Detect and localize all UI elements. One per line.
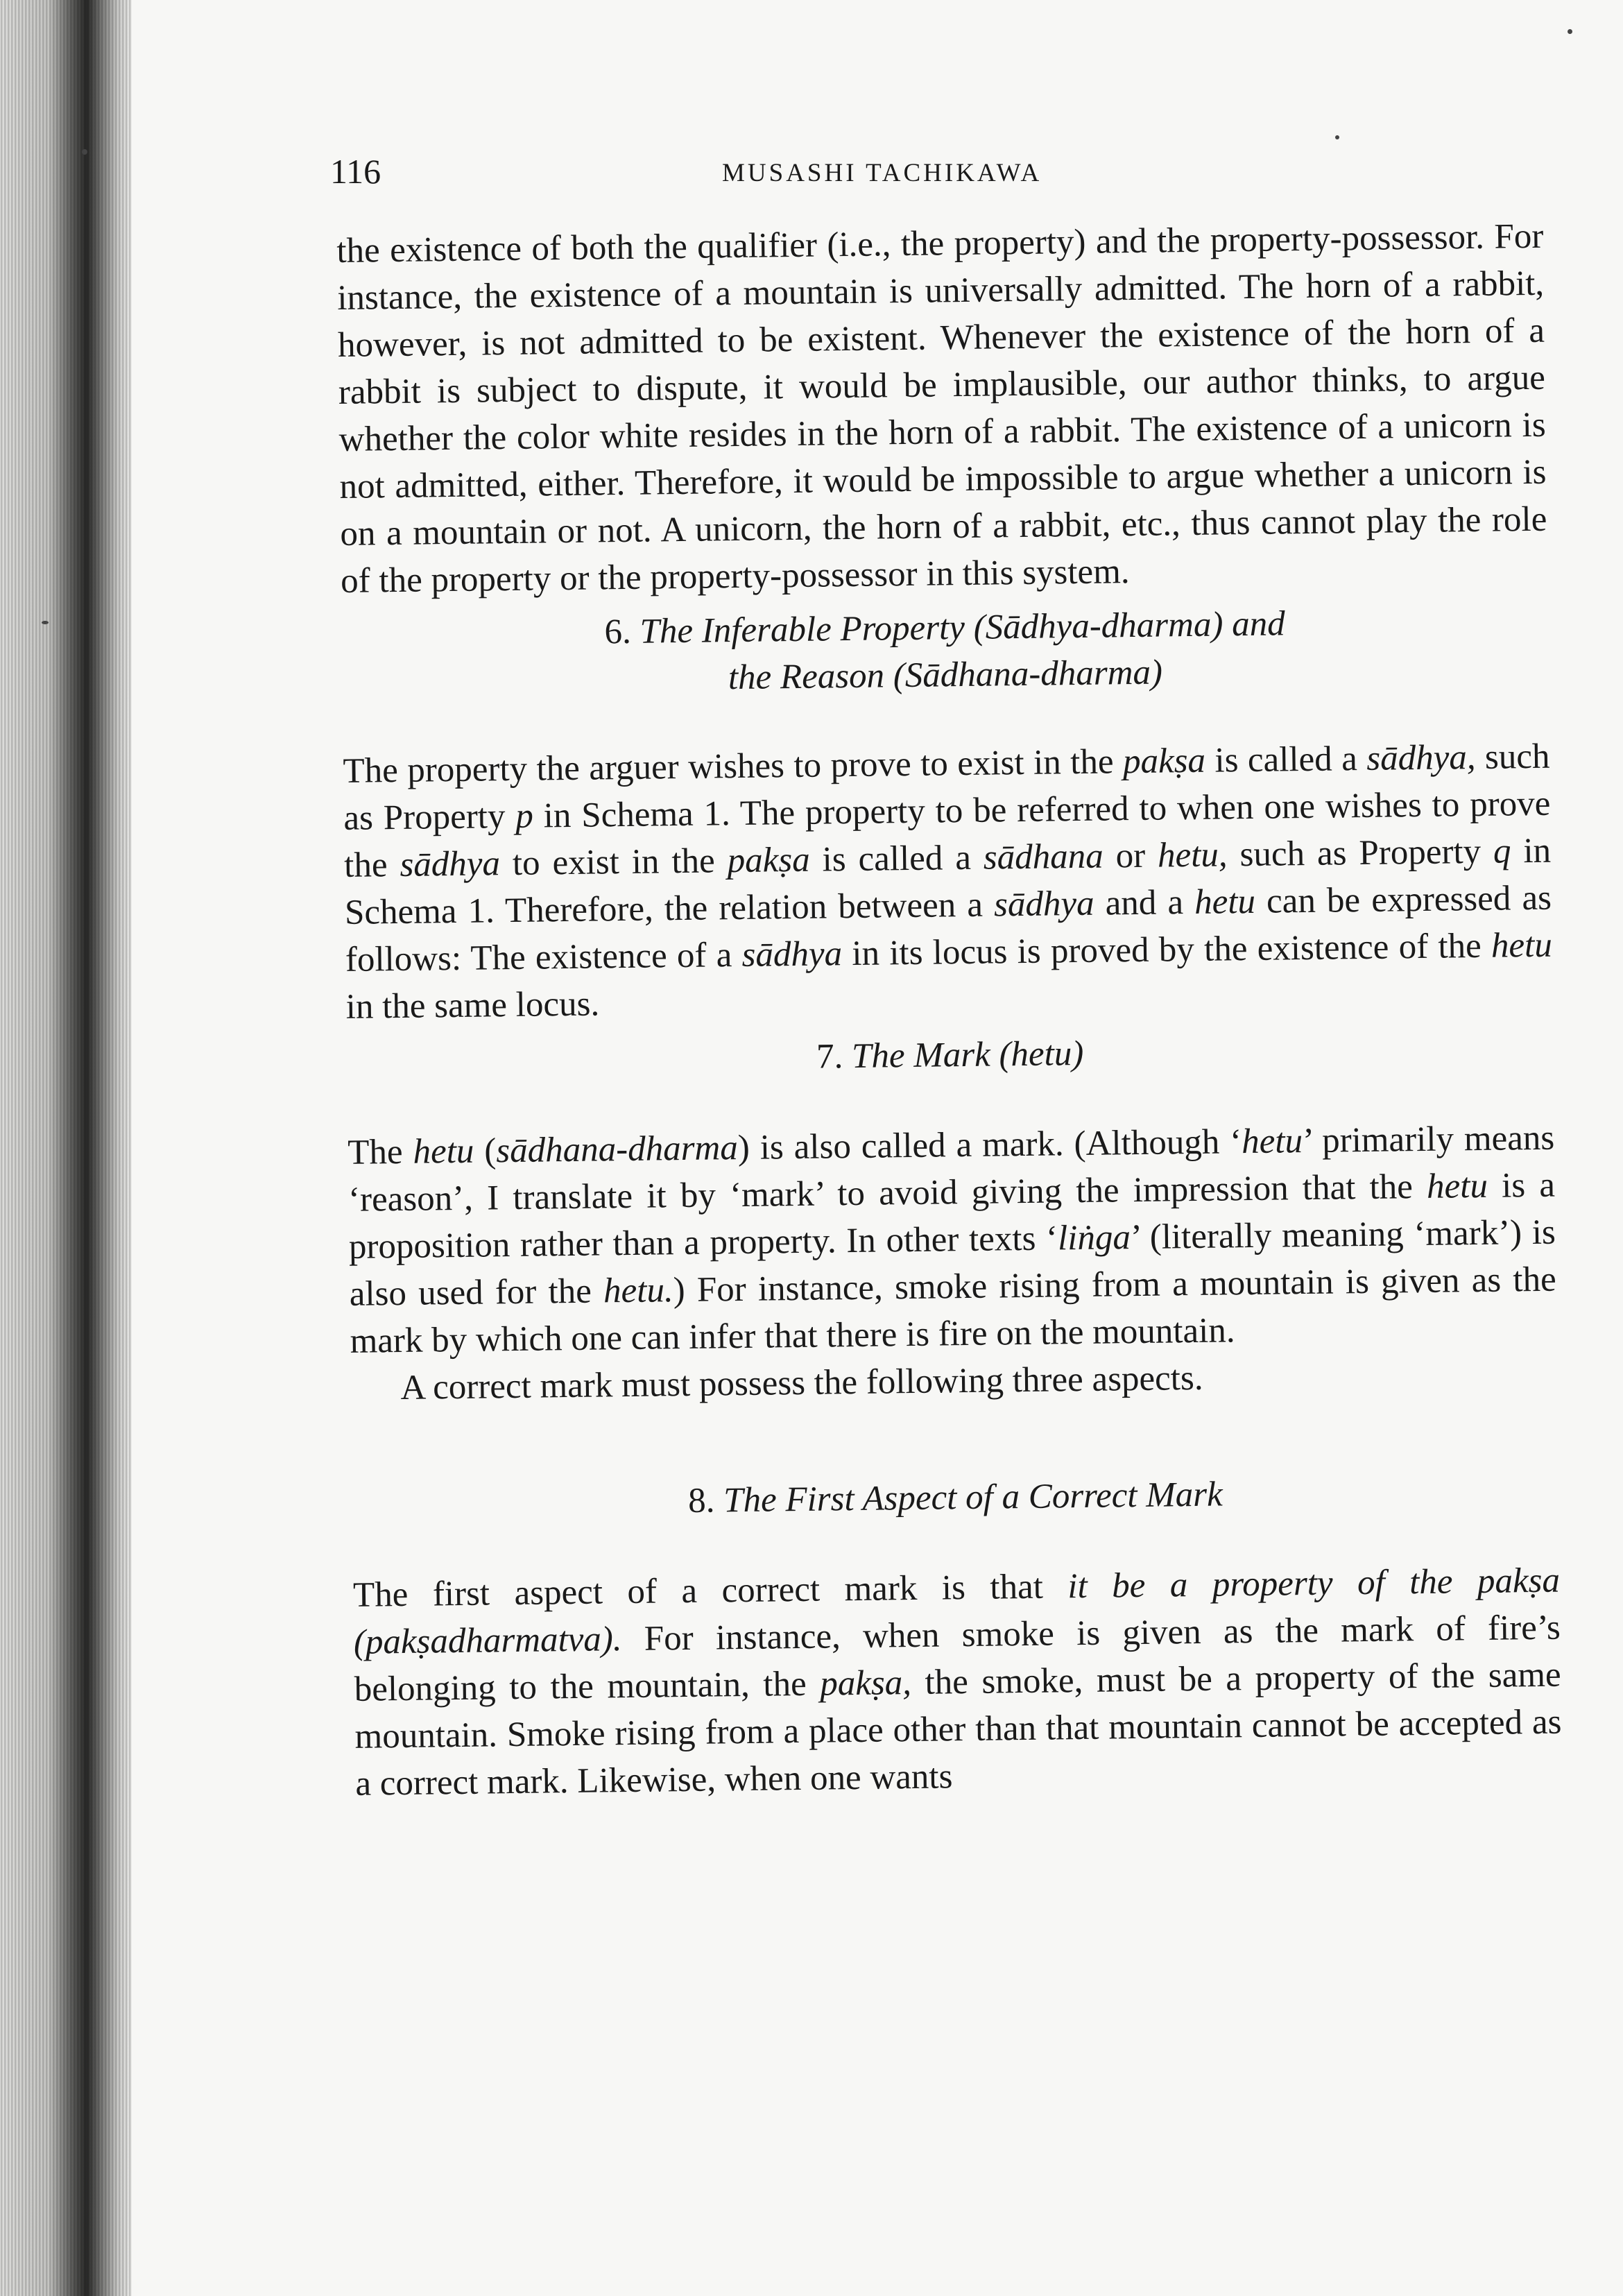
section-number: 8. <box>687 1481 715 1520</box>
main-text <box>336 213 1563 1808</box>
section-number: 7. <box>816 1037 843 1077</box>
section-title-line-1: The Inferable Property (Sādhya-dharma) and <box>639 604 1285 651</box>
scan-speck <box>82 149 87 155</box>
page-header <box>330 151 1579 200</box>
paragraph-5: The first aspect of a correct mark is that it be a property of the pakṣa (pakṣadharmatva). For instance, when smoke is given as the mark of fire’s belonging to the mountain, the pakṣa, the smoke, must be a property of the same mountain. Smoke rising from a place other than that mountain cannot be accepted as a correct mark. Likewise, when one wants <box>352 1561 1562 1804</box>
book-spine-shadow <box>0 0 132 2296</box>
paragraph-4: A correct mark must possess the following three aspects. <box>400 1358 1203 1407</box>
page-number: 116 <box>330 152 381 191</box>
section-title: The Mark (hetu) <box>851 1034 1084 1077</box>
running-head: MUSASHI TACHIKAWA <box>722 159 1042 187</box>
scan-speck <box>42 621 49 624</box>
paragraph-1: the existence of both the qualifier (i.e., the property) and the property-possessor. For instance, the existence of a mountain is universally admitted. The horn of a rabbit, however, is not admitted to be existent. Whenever the existence of the horn of a rabbit is subject to dispute, it would be implausible, our author thinks, to argue whether the color white resides in the horn of a rabbit. The existence of a unicorn is not admitted, either. Therefore, it would be impossible to argue whether a unicorn is on a mountain or not. A unicorn, the horn of a rabbit, etc., thus cannot play the role of the property or the property-possessor in this system. <box>336 216 1547 601</box>
scan-speck <box>1568 29 1572 34</box>
section-7-heading <box>346 1025 1554 1086</box>
scan-speck <box>1335 135 1339 139</box>
paragraph-3: The hetu (sādhana-dharma) is also called a mark. (Although ‘hetu’ primarily means ‘reason’, I translate it by ‘mark’ to avoid giving the impression that the hetu is a proposition rather than a property. In other texts ‘liṅga’ (literally meaning ‘mark’) is also used for the hetu.) For instance, smoke rising from a mountain is given as the mark by which one can infer that there is fire on the mountain. <box>347 1118 1557 1361</box>
section-title: The First Aspect of a Correct Mark <box>723 1475 1223 1520</box>
section-number: 6. <box>604 612 632 652</box>
section-8-heading <box>352 1467 1559 1529</box>
section-title-line-2: the Reason (Sādhana-dharma) <box>728 653 1163 698</box>
section-6-heading <box>341 597 1549 706</box>
paragraph-2: The property the arguer wishes to prove to exist in the pakṣa is called a sādhya, such as Property p in Schema 1. The property to be referred to when one wishes to prove the sādhya to exist in the pakṣa is called a sādhana or hetu, such as Property q in Schema 1. Therefore, the relation between a sādhya and a hetu can be expressed as follows: The existence of a sādhya in its locus is proved by the existence of the hetu in the same locus. <box>343 737 1553 1027</box>
